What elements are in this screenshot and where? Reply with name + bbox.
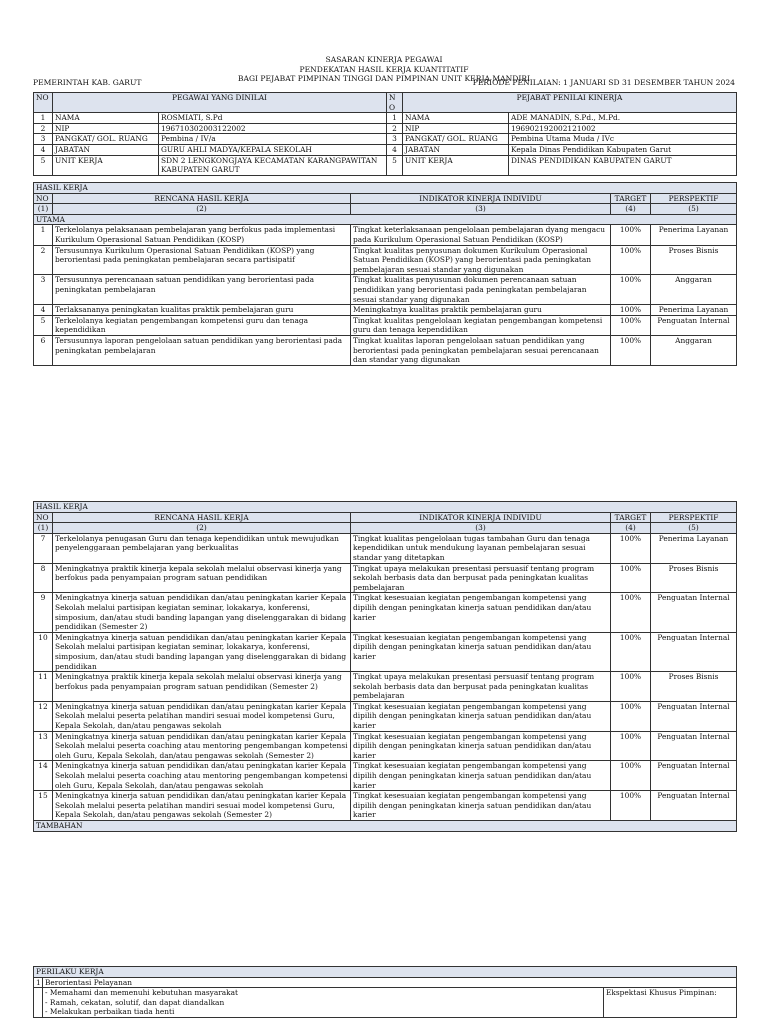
field-label: NAMA: [53, 113, 159, 124]
identity-row: [34, 123, 737, 134]
rencana-hasil-kerja: Terkelolanya kegiatan pengembangan kompetensi guru dan tenaga kependidikan: [53, 315, 351, 335]
target-value: 100%: [611, 275, 651, 305]
perspektif-value: Penguatan Internal: [651, 731, 737, 761]
column-header-target: TARGET: [611, 193, 651, 204]
indikator-kinerja: Tingkat upaya melakukan presentasi persuasif tentang program sekolah berbasis data dan berpusat pada peningkatan kualitas pembelajaran: [351, 672, 611, 702]
target-value: 100%: [611, 761, 651, 791]
target-value: 100%: [611, 335, 651, 365]
field-label: NAMA: [403, 113, 509, 124]
target-value: 100%: [611, 791, 651, 821]
column-header-indikator: INDIKATOR KINERJA INDIVIDU: [351, 512, 611, 523]
column-number-no: (1): [34, 204, 53, 215]
rencana-hasil-kerja: Meningkatnya kinerja satuan pendidikan dan/atau peningkatan karier Kepala Sekolah melalui peserta coaching atau mentoring pengembangan kompetensi oleh Guru, Kepala Sekolah, dan/atau pengawas sekolah (Semester 2): [53, 731, 351, 761]
row-number: 3: [34, 134, 53, 145]
identity-table: [33, 92, 737, 176]
perspektif-value: Proses Bisnis: [651, 563, 737, 593]
row-number: 9: [34, 593, 53, 632]
perilaku-points: [43, 988, 604, 1018]
tambahan-label: TAMBAHAN: [34, 821, 737, 832]
hasil-kerja-row: [34, 225, 737, 245]
indikator-kinerja: Tingkat kualitas penyusunan dokumen perencanaan satuan pendidikan yang berorientasi pada peningkatan pembelajaran sesuai standar yang digunakan: [351, 275, 611, 305]
target-value: 100%: [611, 593, 651, 632]
perilaku-kerja-table: [33, 966, 737, 1018]
identity-header-row: [34, 93, 737, 113]
indikator-kinerja: Tingkat keterlaksanaan pengelolaan pembelajaran dyang mengacu pada Kurikulum Operasional Satuan Pendidikan (KOSP): [351, 225, 611, 245]
rencana-hasil-kerja: Meningkatnya kinerja satuan pendidikan dan/atau peningkatan karier Kepala Sekolah melalui partisipan kegiatan seminar, lokakarya, konferensi, simposium, dan/atau studi banding lapangan yang diselenggarakan di bidang pendidikan (Semester 2): [53, 593, 351, 632]
row-number: 5: [34, 315, 53, 335]
field-label: JABATAN: [53, 144, 159, 155]
hasil-kerja-row: [34, 315, 737, 335]
pegawai-value: Pembina / IV/a: [159, 134, 387, 145]
perilaku-item-label: Berorientasi Pelayanan: [43, 977, 737, 988]
column-header-row: [34, 512, 737, 523]
column-header-perspektif: PERSPEKTIF: [651, 193, 737, 204]
target-value: 100%: [611, 731, 651, 761]
row-number: 4: [387, 144, 403, 155]
column-header-no: NO: [34, 193, 53, 204]
hasil-kerja-row: [34, 632, 737, 671]
row-number: 1: [387, 113, 403, 124]
field-label: NIP: [53, 123, 159, 134]
pegawai-value: 196710302003122002: [159, 123, 387, 134]
rencana-hasil-kerja: Meningkatnya kinerja satuan pendidikan dan/atau peningkatan karier Kepala Sekolah melalui partisipan kegiatan seminar, lokakarya, konferensi, simposium, dan/atau studi banding lapangan yang diselenggarakan di bidang pendidikan: [53, 632, 351, 671]
column-number-perspektif: (5): [651, 204, 737, 215]
row-number: 1: [34, 113, 53, 124]
perilaku-point: - Melakukan perbaikan tiada henti: [45, 1007, 175, 1017]
perilaku-item-number: 1: [34, 977, 43, 988]
perspektif-value: Penguatan Internal: [651, 315, 737, 335]
target-value: 100%: [611, 632, 651, 671]
document-subtitle: PENDEKATAN HASIL KERJA KUANTITATIF: [299, 64, 469, 74]
perspektif-value: Anggaran: [651, 275, 737, 305]
perspektif-value: Penerima Layanan: [651, 305, 737, 316]
row-number: 4: [34, 144, 53, 155]
instansi-label: PEMERINTAH KAB. GARUT: [33, 78, 142, 87]
column-number-rencana: (2): [53, 204, 351, 215]
penilai-value: ADE MANADIN, S.Pd., M.Pd.: [509, 113, 737, 124]
column-header-indikator: INDIKATOR KINERJA INDIVIDU: [351, 193, 611, 204]
target-value: 100%: [611, 672, 651, 702]
hasil-kerja-section-label: HASIL KERJA: [34, 183, 737, 194]
indikator-kinerja: Meningkatnya kualitas praktik pembelajaran guru: [351, 305, 611, 316]
target-value: 100%: [611, 245, 651, 275]
row-number: 8: [34, 563, 53, 593]
row-number: 6: [34, 335, 53, 365]
penilai-value: Kepala Dinas Pendidikan Kabupaten Garut: [509, 144, 737, 155]
row-number: 1: [34, 225, 53, 245]
field-label: JABATAN: [403, 144, 509, 155]
row-number: 7: [34, 533, 53, 563]
row-number: 3: [34, 275, 53, 305]
identity-row: [34, 144, 737, 155]
penilai-value: 196902192002121002: [509, 123, 737, 134]
column-header-perspektif: PERSPEKTIF: [651, 512, 737, 523]
perilaku-detail-row: [34, 988, 737, 1018]
perspektif-value: Proses Bisnis: [651, 245, 737, 275]
target-value: 100%: [611, 533, 651, 563]
hasil-kerja-row: [34, 245, 737, 275]
row-number: 3: [387, 134, 403, 145]
utama-row: [34, 214, 737, 225]
column-number-perspektif: (5): [651, 523, 737, 534]
hasil-kerja-row: [34, 533, 737, 563]
rencana-hasil-kerja: Tersusunnya laporan pengelolaan satuan pendidikan yang berorientasi pada peningkatan pembelajaran: [53, 335, 351, 365]
rencana-hasil-kerja: Terlaksananya peningkatan kualitas praktik pembelajaran guru: [53, 305, 351, 316]
field-label: UNIT KERJA: [403, 155, 509, 175]
column-header-rencana: RENCANA HASIL KERJA: [53, 512, 351, 523]
document-subtitle-2: BAGI PEJABAT PIMPINAN TINGGI DAN PIMPINAN UNIT KERJA MANDIRI: [237, 74, 531, 83]
utama-label: UTAMA: [34, 214, 737, 225]
field-label: NIP: [403, 123, 509, 134]
rencana-hasil-kerja: Terkelolanya penugasan Guru dan tenaga kependidikan untuk mewujudkan penyelenggaraan pembelajaran yang berkualitas: [53, 533, 351, 563]
column-number-row: [34, 523, 737, 534]
tambahan-row: [34, 821, 737, 832]
hasil-kerja-table-1: [33, 182, 737, 366]
identity-no-header-right: NO: [387, 93, 403, 113]
column-number-row: [34, 204, 737, 215]
row-number: 14: [34, 761, 53, 791]
hasil-kerja-section-row: [34, 183, 737, 194]
row-number: 4: [34, 305, 53, 316]
perilaku-section-row: [34, 967, 737, 978]
row-number: 2: [387, 123, 403, 134]
indikator-kinerja: Tingkat kesesuaian kegiatan pengembangan kompetensi yang dipilih dengan peningkatan kinerja satuan pendidikan dan/atau karier: [351, 731, 611, 761]
column-number-rencana: (2): [53, 523, 351, 534]
hasil-kerja-row: [34, 305, 737, 316]
row-number: 15: [34, 791, 53, 821]
perspektif-value: Anggaran: [651, 335, 737, 365]
hasil-kerja-row: [34, 593, 737, 632]
pegawai-value: GURU AHLI MADYA/KEPALA SEKOLAH: [159, 144, 387, 155]
column-header-row: [34, 193, 737, 204]
indikator-kinerja: Tingkat kualitas pengelolaan kegiatan pengembangan kompetensi guru dan tenaga kependidikan: [351, 315, 611, 335]
row-number: 5: [387, 155, 403, 175]
perspektif-value: Penguatan Internal: [651, 701, 737, 731]
rencana-hasil-kerja: Meningkatnya kinerja satuan pendidikan dan/atau peningkatan karier Kepala Sekolah melalui peserta pelatihan mandiri sesuai model kompetensi Guru, Kepala Sekolah, dan/atau pengawas sekolah (Semester 2): [53, 791, 351, 821]
column-header-no: NO: [34, 512, 53, 523]
perilaku-item-row: [34, 977, 737, 988]
hasil-kerja-row: [34, 701, 737, 731]
indikator-kinerja: Tingkat kesesuaian kegiatan pengembangan kompetensi yang dipilih dengan peningkatan kinerja satuan pendidikan dan/atau karier: [351, 791, 611, 821]
ekspektasi-label: Ekspektasi Khusus Pimpinan:: [604, 988, 737, 1018]
indikator-kinerja: Tingkat kualitas penyusunan dokumen Kurikulum Operasional Satuan Pendidikan (KOSP) yang berorientasi pada peningkatan pembelajaran sesuai standar yang digunakan: [351, 245, 611, 275]
indikator-kinerja: Tingkat upaya melakukan presentasi persuasif tentang program sekolah berbasis data dan berpusat pada peningkatan kualitas pembelajaran: [351, 563, 611, 593]
hasil-kerja-row: [34, 731, 737, 761]
rencana-hasil-kerja: Meningkatnya praktik kinerja kepala sekolah melalui observasi kinerja yang berfokus pada penyampaian program satuan pendidikan: [53, 563, 351, 593]
identity-no-header: NO: [34, 93, 53, 113]
rencana-hasil-kerja: Meningkatnya kinerja satuan pendidikan dan/atau peningkatan karier Kepala Sekolah melalui peserta coaching atau mentoring pengembangan kompetensi oleh Guru, Kepala Sekolah, dan/atau pengawas sekolah: [53, 761, 351, 791]
perilaku-point: - Ramah, cekatan, solutif, dan dapat diandalkan: [45, 997, 225, 1007]
target-value: 100%: [611, 315, 651, 335]
column-number-target: (4): [611, 523, 651, 534]
rencana-hasil-kerja: Tersusunnya Kurikulum Operasional Satuan Pendidikan (KOSP) yang berorientasi pada peningkatan pembelajaran secara partisipatif: [53, 245, 351, 275]
perilaku-point: - Memahami dan memenuhi kebutuhan masyarakat: [45, 988, 239, 998]
row-number: 2: [34, 245, 53, 275]
row-number: 12: [34, 701, 53, 731]
perspektif-value: Penerima Layanan: [651, 225, 737, 245]
rencana-hasil-kerja: Meningkatnya praktik kinerja kepala sekolah melalui observasi kinerja yang berfokus pada penyampaian program satuan pendidikan (Semester 2): [53, 672, 351, 702]
field-label: PANGKAT/ GOL. RUANG: [403, 134, 509, 145]
target-value: 100%: [611, 563, 651, 593]
penilai-value: Pembina Utama Muda / IVc: [509, 134, 737, 145]
row-number: 10: [34, 632, 53, 671]
perspektif-value: Penguatan Internal: [651, 791, 737, 821]
column-number-no: (1): [34, 523, 53, 534]
document-title: SASARAN KINERJA PEGAWAI: [325, 55, 443, 64]
periode-label: PERIODE PENILAIAN: 1 JANUARI SD 31 DESEMBER TAHUN 2024: [472, 78, 735, 87]
row-number: 11: [34, 672, 53, 702]
indikator-kinerja: Tingkat kesesuaian kegiatan pengembangan kompetensi yang dipilih dengan peningkatan kinerja satuan pendidikan dan/atau karier: [351, 761, 611, 791]
row-number: 5: [34, 155, 53, 175]
target-value: 100%: [611, 225, 651, 245]
column-number-indikator: (3): [351, 523, 611, 534]
rencana-hasil-kerja: Meningkatnya kinerja satuan pendidikan dan/atau peningkatan karier Kepala Sekolah melalui peserta pelatihan mandiri sesuai model kompetensi Guru, Kepala Sekolah, dan/atau pengawas sekolah: [53, 701, 351, 731]
penilai-header: PEJABAT PENILAI KINERJA: [403, 93, 737, 113]
penilai-value: DINAS PENDIDIKAN KABUPATEN GARUT: [509, 155, 737, 175]
indikator-kinerja: Tingkat kualitas laporan pengelolaan satuan pendidikan yang berorientasi pada peningkatan pembelajaran sesuai perencanaan dan standar yang digunakan: [351, 335, 611, 365]
perspektif-value: Penerima Layanan: [651, 533, 737, 563]
pegawai-header: PEGAWAI YANG DINILAI: [53, 93, 387, 113]
indikator-kinerja: Tingkat kesesuaian kegiatan pengembangan kompetensi yang dipilih dengan peningkatan kinerja satuan pendidikan dan/atau karier: [351, 632, 611, 671]
hasil-kerja-row: [34, 672, 737, 702]
perilaku-blank-cell: [34, 988, 43, 1018]
identity-row: [34, 134, 737, 145]
pegawai-value: ROSMIATI, S.Pd: [159, 113, 387, 124]
hasil-kerja-section-row: [34, 502, 737, 513]
column-number-indikator: (3): [351, 204, 611, 215]
column-header-target: TARGET: [611, 512, 651, 523]
rencana-hasil-kerja: Terkelolanya pelaksanaan pembelajaran yang berfokus pada implementasi Kurikulum Operasional Satuan Pendidikan (KOSP): [53, 225, 351, 245]
rencana-hasil-kerja: Tersusunnya perencanaan satuan pendidikan yang berorientasi pada peningkatan pembelajaran: [53, 275, 351, 305]
hasil-kerja-row: [34, 275, 737, 305]
pegawai-value: SDN 2 LENGKONGJAYA KECAMATAN KARANGPAWITAN KABUPATEN GARUT: [159, 155, 387, 175]
perspektif-value: Proses Bisnis: [651, 672, 737, 702]
hasil-kerja-row: [34, 791, 737, 821]
hasil-kerja-row: [34, 761, 737, 791]
hasil-kerja-table-2: [33, 501, 737, 832]
hasil-kerja-row: [34, 335, 737, 365]
hasil-kerja-row: [34, 563, 737, 593]
perspektif-value: Penguatan Internal: [651, 632, 737, 671]
indikator-kinerja: Tingkat kualitas pengelolaan tugas tambahan Guru dan tenaga kependidikan untuk mendukung layanan pembelajaran sesuai standar yang ditetapkan: [351, 533, 611, 563]
row-number: 13: [34, 731, 53, 761]
hasil-kerja-section-label: HASIL KERJA: [34, 502, 737, 513]
identity-row: [34, 155, 737, 175]
identity-row: [34, 113, 737, 124]
row-number: 2: [34, 123, 53, 134]
indikator-kinerja: Tingkat kesesuaian kegiatan pengembangan kompetensi yang dipilih dengan peningkatan kinerja satuan pendidikan dan/atau karier: [351, 593, 611, 632]
column-number-target: (4): [611, 204, 651, 215]
perspektif-value: Penguatan Internal: [651, 761, 737, 791]
field-label: PANGKAT/ GOL. RUANG: [53, 134, 159, 145]
column-header-rencana: RENCANA HASIL KERJA: [53, 193, 351, 204]
perspektif-value: Penguatan Internal: [651, 593, 737, 632]
indikator-kinerja: Tingkat kesesuaian kegiatan pengembangan kompetensi yang dipilih dengan peningkatan kinerja satuan pendidikan dan/atau karier: [351, 701, 611, 731]
target-value: 100%: [611, 701, 651, 731]
field-label: UNIT KERJA: [53, 155, 159, 175]
perilaku-section-label: PERILAKU KERJA: [34, 967, 737, 978]
target-value: 100%: [611, 305, 651, 316]
